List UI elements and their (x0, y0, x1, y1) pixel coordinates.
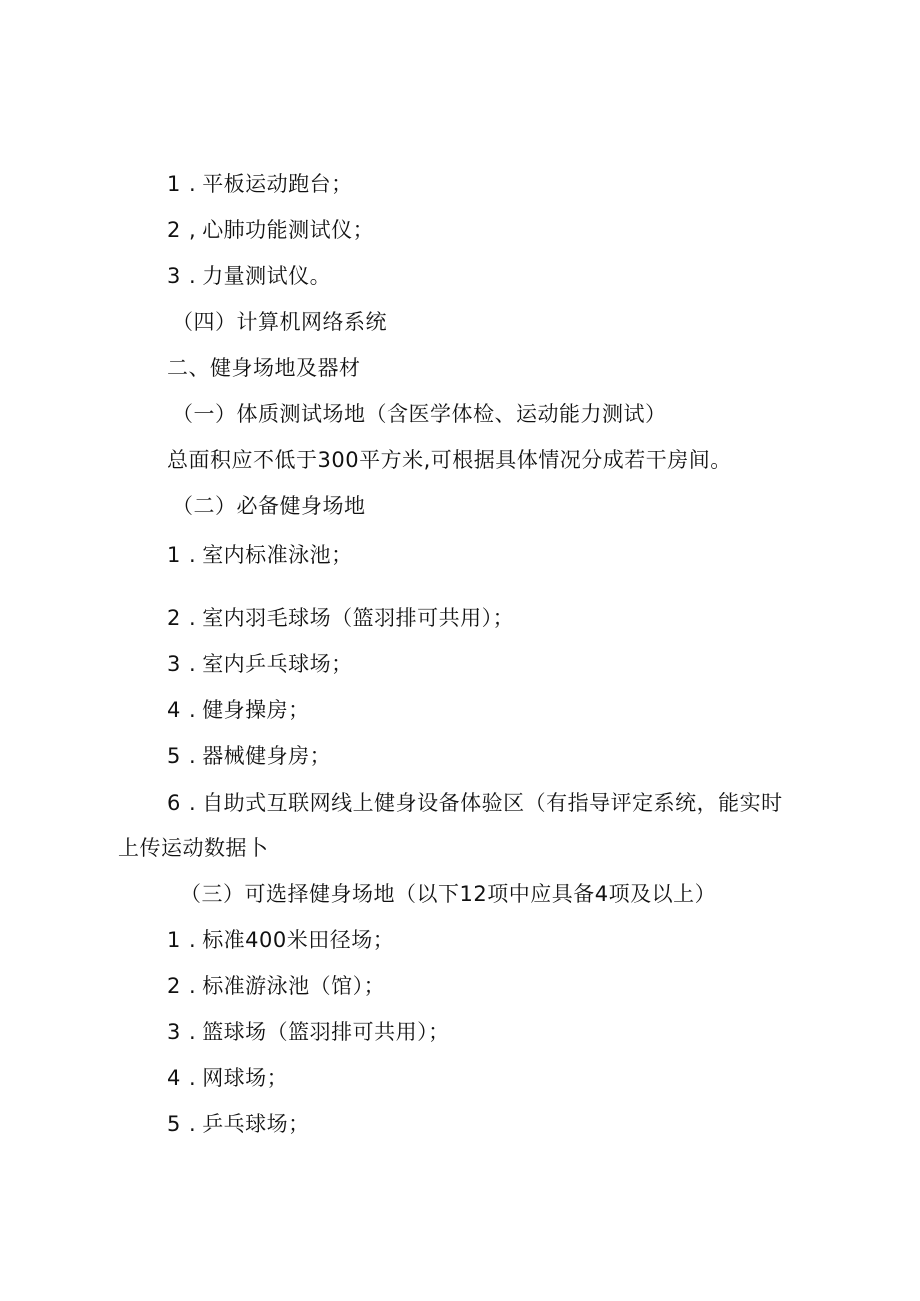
item-separator: . (189, 1112, 197, 1136)
section-heading: 二、健身场地及器材 (167, 356, 361, 380)
item-text: 篮球场（篮羽排可共用）； (202, 1020, 450, 1044)
item-text: 室内标准泳池； (202, 543, 353, 567)
item-separator: . (189, 974, 197, 998)
item-number: 3 (167, 264, 181, 288)
item-text: 器械健身房； (202, 744, 332, 768)
list-item (167, 170, 353, 198)
item-number: 5 (167, 1112, 181, 1136)
list-item (167, 650, 353, 678)
item-text: 自助式互联网线上健身设备体验区（有指导评定系统，能实时 (202, 791, 783, 815)
item-separator: . (189, 791, 197, 815)
item-separator: . (189, 606, 197, 630)
item-separator: . (189, 1066, 197, 1090)
item-text: 力量测试仪。 (202, 264, 332, 288)
item-number: 1 (167, 928, 181, 952)
item-number: 4 (167, 1066, 181, 1090)
item-number: 2 (167, 974, 181, 998)
item-separator: . (189, 543, 197, 567)
subsection-heading: （三）可选择健身场地（以下12项中应具备4项及以上） (180, 882, 717, 906)
list-item (167, 926, 394, 954)
item-text: 网球场； (202, 1066, 289, 1090)
subsection-heading: （四）计算机网络系统 (172, 310, 387, 334)
item-text: 健身操房； (202, 698, 310, 722)
item-separator: , (189, 218, 197, 242)
list-item (167, 541, 353, 569)
list-item (167, 789, 783, 817)
list-item (167, 742, 331, 770)
item-separator: . (189, 172, 197, 196)
list-item (167, 1064, 288, 1092)
list-item (167, 1018, 450, 1046)
subsection-heading: （二）必备健身场地 (172, 494, 366, 518)
item-number: 1 (167, 172, 181, 196)
list-item (167, 216, 374, 244)
item-text: 标准400米田径场； (202, 928, 395, 952)
item-text: 标准游泳池（馆）； (202, 974, 386, 998)
item-number: 3 (167, 652, 181, 676)
item-text: 室内羽毛球场（篮羽排可共用）； (202, 606, 515, 630)
item-number: 2 (167, 606, 181, 630)
list-item (167, 1110, 310, 1138)
item-text: 乒乓球场； (202, 1112, 310, 1136)
item-separator: . (189, 928, 197, 952)
item-number: 6 (167, 791, 181, 815)
list-item (167, 972, 385, 1000)
list-item (167, 262, 331, 290)
item-number: 1 (167, 543, 181, 567)
item-separator: . (189, 698, 197, 722)
item-number: 5 (167, 744, 181, 768)
item-text: 平板运动跑台； (202, 172, 353, 196)
subsection-heading: （一）体质测试场地（含医学体检、运动能力测试） (172, 402, 667, 426)
item-number: 2 (167, 218, 181, 242)
list-item (167, 604, 514, 632)
list-item (167, 696, 310, 724)
item-separator: . (189, 744, 197, 768)
item-separator: . (189, 652, 197, 676)
paragraph: 总面积应不低于300平方米,可根据具体情况分成若干房间。 (167, 448, 732, 472)
item-text: 心肺功能测试仪； (202, 218, 375, 242)
item-text: 室内乒乓球场； (202, 652, 353, 676)
item-separator: . (189, 1020, 197, 1044)
item-number: 4 (167, 698, 181, 722)
list-item-continuation: 上传运动数据卜 (118, 836, 269, 860)
item-separator: . (189, 264, 197, 288)
item-number: 3 (167, 1020, 181, 1044)
